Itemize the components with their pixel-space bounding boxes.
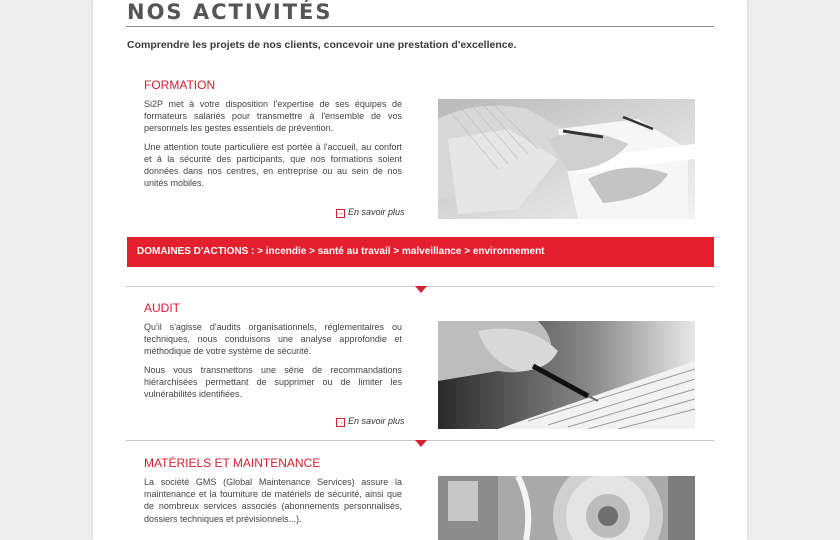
section-paragraph: Qu'il s'agisse d'audits organisationnels, réglementaires ou techniques, nous conduisons une analyse approfondie et méthodique de votre système de sécurité. (144, 322, 402, 357)
section-text-materiels (144, 476, 402, 531)
section-paragraph: Si2P met à votre disposition l'expertise de ses équipes de formateurs salariés pour transmettre à l'ensemble de vos personnels les gestes essentiels de prévention. (144, 99, 402, 134)
page-title: NOS ACTIVITÉS (127, 0, 333, 24)
title-divider (126, 26, 714, 27)
arrow-right-box-icon: → (337, 210, 344, 217)
arrow-right-box-icon: → (337, 419, 344, 426)
section-paragraph: Une attention toute particulière est portée à l'accueil, au confort et à la sécurité des participants, que nos formations soient données dans nos centres, en entreprise ou au sein de nos unités mobiles. (144, 141, 402, 189)
section-title-materiels: MATÉRIELS ET MAINTENANCE (144, 456, 321, 470)
triangle-down-icon (415, 286, 427, 293)
audit-image (438, 321, 695, 429)
more-link-formation[interactable] (336, 207, 404, 218)
more-link-label: En savoir plus (348, 207, 405, 217)
section-text-formation (144, 98, 402, 195)
domains-banner[interactable]: DOMAINES D'ACTIONS : > incendie > santé au travail > malveillance > environnement (127, 237, 714, 267)
page-subtitle: Comprendre les projets de nos clients, concevoir une prestation d'excellence. (127, 39, 517, 51)
section-title-audit: AUDIT (144, 301, 180, 315)
more-link-audit[interactable] (336, 416, 404, 427)
section-text-audit (144, 321, 402, 406)
materiels-image (438, 476, 695, 540)
formation-image (438, 99, 695, 219)
section-title-formation: FORMATION (144, 78, 216, 92)
section-paragraph: Nous vous transmettons une série de recommandations hiérarchisées permettant de supprimer ou de limiter les vulnérabilités identifiées. (144, 364, 402, 400)
more-link-label: En savoir plus (348, 416, 405, 426)
triangle-down-icon (415, 440, 427, 447)
section-paragraph: La société GMS (Global Maintenance Services) assure la maintenance et la fourniture de matériels de sécurité, ainsi que de nombreux services associés (abonnements personnalisés, dossiers techniques et prévisionnels...). (144, 477, 402, 524)
content-page (93, 0, 747, 540)
